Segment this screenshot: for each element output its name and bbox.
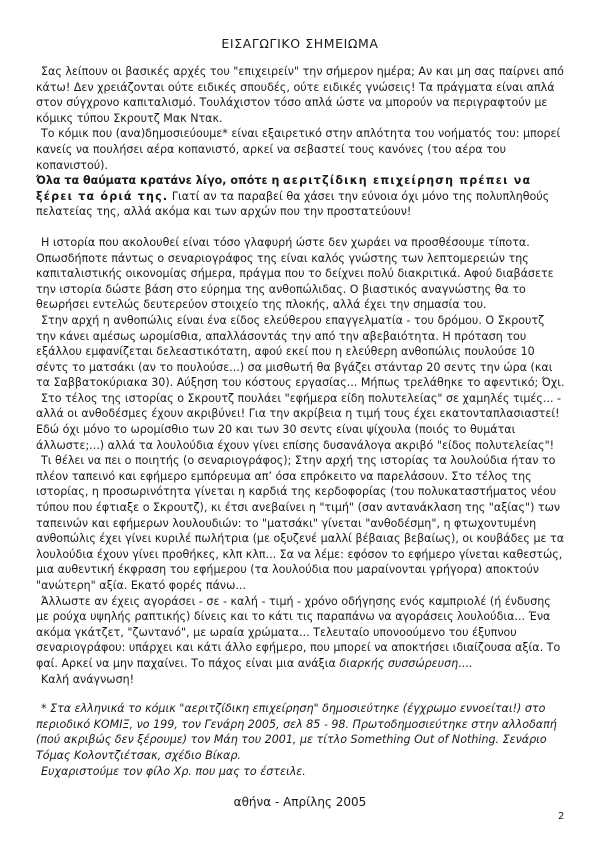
page-number: 2 xyxy=(558,811,565,822)
paragraph-poet: Τι θέλει να πει ο ποιητής (ο σεναριογράφος); Στην αρχή της ιστορίας τα λουλούδια ήταν το πλέον ταπεινό και εφήμερο εμπόρευμα απ’ όσα επρόκειτο να παρελάσουν. Στο τέλος της ιστορίας, η προσωρινότητα γίνεται η καρδιά της κερδοφορίας (του πολυκαταστήματος νέου τύπου που έφτιαξε ο Σκρουτζ), κι έτσι ανεβαίνει η "τιμή" (σαν αντανάκλαση της "αξίας") των ταπεινών και εφήμερων λουλουδιών: το "ματσάκι" γίνεται "ανθοδέσμη", η φτωχοντυμένη ανθοπώλις έχει γίνει κυριλέ πωλήτρια (με οξυζενέ μαλλί βέβαιας βεβαίως), οι κουβάδες με τα λουλούδια έχουν γίνει προθήκες, κλπ κλπ... Σα να λέμε: εφόσον το εφήμερο γίνεται καθεστώς, μια αυθεντική έκφραση του εφήμερου (τα λουλούδια που μαραίνονται γρήγορα) αποκτούν "ανώτερη" αξία. Εκατό φορές πάνω... xyxy=(36,454,565,592)
footnote-source: * Στα ελληνικά το κόμικ "αεριτζίδικη επιχείρηση" δημοσιεύτηκε (έγχρωμο εννοείται!) στο περιοδικό ΚΟΜΙΞ, νο 199, τον Γενάρη 2005, σελ 85 - 98. Πρωτοδημοσιεύτηκε στην αλλοδαπή (πού ακριβώς δεν ξέρουμε) τον Μάη του 2001, με τίτλο Something Out of Nothing. Σενάριο Τόμας Κολοντζιέτσακ, σχέδιο Βίκαρ. xyxy=(36,702,557,762)
place-date: αθήνα - Απρίλης 2005 xyxy=(233,795,367,809)
page-title: ΕΙΣΑΓΩΓΙΚΟ ΣΗΜΕΙΩΜΑ xyxy=(221,36,379,51)
spaced-bold-text: αεριτζίδικη επιχείρηση πρέπει να ξέρει τα όριά της. xyxy=(36,174,532,203)
article-body xyxy=(36,64,566,779)
footnote-thanks: Ευχαριστούμε τον φίλο Χρ. που μας το έστειλε. xyxy=(41,764,306,778)
paragraph-story: Η ιστορία που ακολουθεί είναι τόσο γλαφυρή ώστε δεν χωράει να προσθέσουμε τίποτα. Οπωσδήποτε πάντως ο σεναριογράφος της είναι καλός γνώστης των λεπτομερειών της καπιταλιστικής οικονομίας σήμερα, πράγμα που το δείχνει πολύ διακριτικά. Αφού διαβάσετε την ιστορία δώστε βάση στο εύρημα της ανθοπώλιδας. Ο βιαστικός αναγνώστης θα το θεωρήσει εντελώς δευτερεύον στοιχείο της πλοκής, αλλά έχει την σημασία του. xyxy=(36,235,554,312)
paragraph-gadget xyxy=(36,594,566,672)
footnote xyxy=(36,701,566,779)
comic-text-end: Γιατί αν τα παραβεί θα χάσει την εύνοια όχι μόνο της πολυπληθούς πελατείας της, αλλά ακόμα και των αρχών που την προστατεύουν! xyxy=(36,189,550,219)
gadget-text: Άλλωστε αν έχεις αγοράσει - σε - καλή - τιμή - χρόνο οδήγησης ενός καμπριολέ (ή ένδυσης με ρούχα υψηλής ραπτικής) δίνεις και το κάτι τις παραπάνω να αγοράσεις λουλούδια... Ένα ακόμα γκάτζετ, "ζωντανό", με ωραία χρώματα... Τελευταίο υπονοούμενο του έξυπνου σεναριογράφου: υπάρχει και κάτι άλλο εφήμερο, που μπορεί να αποκτήσει ιδιαίζουσα αξία. Το φαί. Αρκεί να μην παχαίνει. Το πάχος είναι μια ανάξια xyxy=(36,594,561,670)
paragraph-comic xyxy=(36,126,566,220)
paragraph-flower-seller: Στην αρχή η ανθοπώλις είναι ένα είδος ελεύθερου επαγγελματία - του δρόμου. Ο Σκρουτζ την κάνει αμέσως ωρομίσθια, απαλλάσοντάς την από την αβεβαιότητα. Η πρόταση του εξάλλου εμφανίζεται δελεαστικότατη, αφού εκεί που η ελεύθερη ανθοπώλις πουλούσε 10 σέντς το ματσάκι (αν το πουλούσε...) σα μισθωτή θα βγάζει στάνταρ 20 σεντς την ώρα (και τα Σαββατοκύριακα 30). Αύξηση του κόστους εργασίας... Μήπως τρελάθηκε το αφεντικό; Όχι. xyxy=(36,313,565,390)
comic-text: Το κόμικ που (ανα)δημοσιεύουμε* είναι εξαιρετικό στην απλότητα του νοήματός του: μπορεί κανείς να πουλήσει αέρα κοπανιστό, αρκεί να σεβαστεί τους κανόνες (του αέρα του κοπανιστού). xyxy=(36,127,561,172)
paragraph-ending: Στο τέλος της ιστορίας ο Σκρουτζ πουλάει "εφήμερα είδη πολυτελείας" σε χαμηλές τιμές... - αλλά οι ανθοδέσμες έχουν ακριβύνει! Για την ακρίβεια η τιμή τους έχει εκατονταπλασιαστεί! Εδώ όχι μόνο το ωρομίσθιο των 20 και των 30 σεντς είναι ψίχουλα (ποιός το θυμάται άλλωστε;...) αλλά τα λουλούδια έχουν γίνει επίσης δυσανάλογα ακριβό "είδος πολυτελείας"! xyxy=(36,391,562,452)
ellipsis-text: .... xyxy=(458,656,473,670)
paragraph-intro: Σας λείπουν οι βασικές αρχές του "επιχειρείν" την σήμερον ημέρα; Αν και μη σας παίρνει από κάτω! Δεν χρειάζονται ούτε ειδικές σπουδές, ούτε ειδικές γνώσεις! Τα πράγματα είναι απλά στον σύγχρονο καπιταλισμό. Τουλάχιστον τόσο απλά ώστε να μπορούν να περιγραφτούν με κόμικς τύπου Σκρουτζ Μακ Ντακ. xyxy=(36,65,564,125)
closing-line: Καλή ανάγνωση! xyxy=(41,672,135,686)
bold-text: Όλα τα θαύματα κρατάνε λίγο, οπότε η xyxy=(36,174,280,188)
italic-phrase: διαρκής συσσώρευση xyxy=(339,656,459,670)
